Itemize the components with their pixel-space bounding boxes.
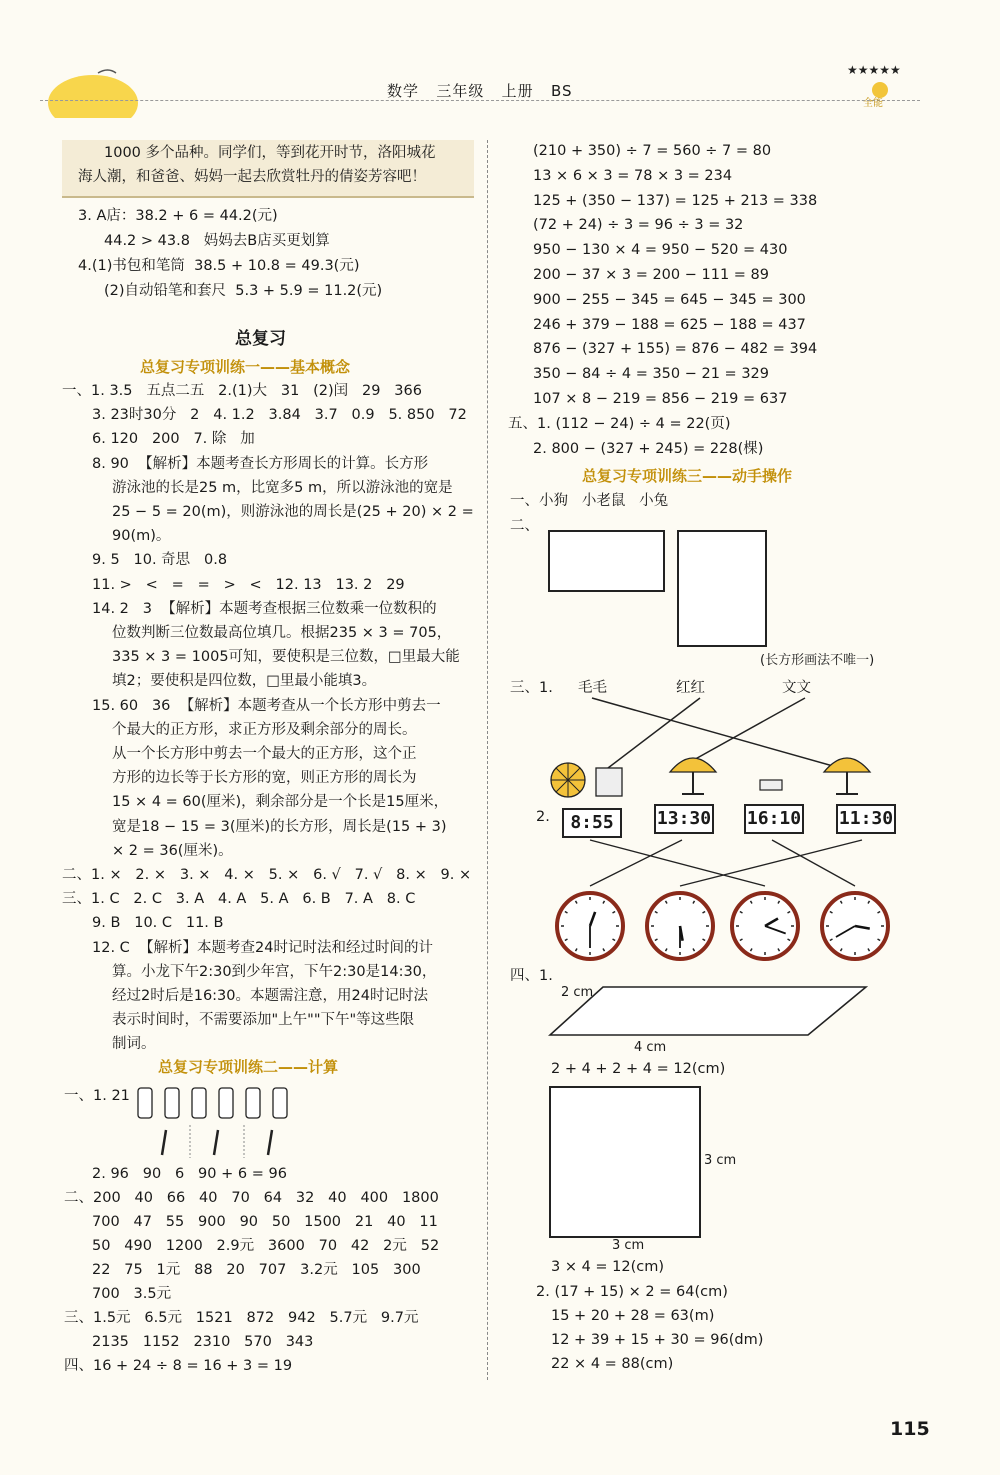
parallelogram-side-label: 2 cm [561, 985, 594, 1000]
right-line: 350 − 84 ÷ 4 = 350 − 21 = 329 [533, 366, 769, 383]
header-grade: 三年级 [436, 82, 485, 100]
analog-clock [647, 893, 713, 959]
s1-line: 从一个长方形中剪去一个最大的正方形，这个正 [112, 746, 417, 762]
s1-line: 二、1. × 2. × 3. × 4. × 5. × 6. √ 7. √ 8. × 9. × [62, 867, 472, 883]
right-line: 900 − 255 − 345 = 645 − 345 = 300 [533, 291, 806, 308]
s1-line: 11. > < = = > < 12. 13 13. 2 29 [92, 576, 405, 593]
parallelogram-drawing [548, 985, 868, 1045]
matching-lines-clocks [540, 836, 900, 966]
left-line: 3. A店：38.2 + 6 = 44.2(元) [78, 208, 278, 224]
review-title: 总复习 [235, 329, 286, 349]
s1-line: 6. 120 200 7. 除 加 [92, 431, 255, 448]
s3-q3-2: 2. [536, 809, 550, 825]
s3-q1: 一、小狗 小老鼠 小兔 [510, 493, 669, 509]
section-title: 总复习专项训练二——计算 [158, 1058, 339, 1076]
name-honghong: 红红 [676, 680, 705, 696]
left-line: 4.(1)书包和笔筒 38.5 + 10.8 = 49.3(元) [78, 258, 360, 274]
s2-line: 50 490 1200 2.9元 3600 70 42 2元 52 [92, 1238, 440, 1254]
right-line: 246 + 379 − 188 = 625 − 188 = 437 [533, 316, 806, 333]
matching-lines-views [540, 690, 900, 800]
square-equation: 3 × 4 = 12(cm) [551, 1259, 665, 1275]
left-line: (2)自动铅笔和套尺 5.3 + 5.9 = 11.2(元) [104, 283, 383, 299]
counting-sticks-diagram [128, 1080, 298, 1160]
s1-line: 游泳池的长是25 m，比宽多5 m，所以游泳池的宽是 [112, 479, 453, 496]
s3-q3: 三、1. [510, 680, 553, 696]
s2-line: 700 47 55 900 90 50 1500 21 40 11 [92, 1214, 438, 1230]
left-line: 海人潮，和爸爸、妈妈一起去欣赏牡丹的倩姿芳容吧！ [78, 169, 426, 185]
rectangle-drawing [548, 530, 665, 592]
s1-line: 算。小龙下午2:30到少年宫，下午2:30是14:30， [112, 963, 437, 980]
s1-line: 15. 60 36 【解析】本题考查从一个长方形中剪去一 [92, 697, 441, 714]
column-divider [487, 140, 488, 1380]
page-number: 115 [890, 1418, 930, 1440]
header-subject: 数学 [387, 82, 420, 100]
header-rule [40, 100, 920, 101]
right-line: 876 − (327 + 155) = 876 − 482 = 394 [533, 341, 818, 358]
square-drawing [549, 1086, 701, 1238]
s1-line: 经过2时后是16:30。本题需注意，用24时记时法 [112, 988, 428, 1004]
page-header [387, 80, 573, 101]
analog-clock [732, 893, 798, 959]
square-side-label: 3 cm [704, 1153, 737, 1168]
right-line: 2. 800 − (327 + 245) = 228(棵) [533, 440, 764, 457]
s1-line: 12. C 【解析】本题考查24时记时法和经过时间的计 [92, 939, 433, 956]
name-wenwen: 文文 [782, 680, 811, 696]
s3-q2: 二、 [510, 518, 539, 534]
right-line: 125 + (350 − 137) = 125 + 213 = 338 [533, 192, 818, 209]
stars-logo-icon [845, 60, 915, 110]
digital-clock: 8:55 [562, 808, 622, 838]
s2-line: 2135 1152 2310 570 343 [92, 1334, 314, 1350]
s2-line: 四、16 + 24 ÷ 8 = 16 + 3 = 19 [64, 1358, 293, 1374]
right-line: (210 + 350) ÷ 7 = 560 ÷ 7 = 80 [533, 143, 772, 159]
s1-line: 宽是18 − 15 = 3(厘米)的长方形，周长是(15 + 3) [112, 818, 447, 835]
s1-line: 9. B 10. C 11. B [92, 915, 224, 932]
analog-clock [822, 893, 888, 959]
s3-q4-2: 15 + 20 + 28 = 63(m) [551, 1308, 715, 1324]
s1-line: 方形的边长等于长方形的宽，则正方形的周长为 [112, 770, 417, 787]
header-term: 上册 [501, 82, 534, 100]
s1-line: 填2；要使积是四位数，□里最小能填3。 [112, 673, 377, 690]
s1-line: 三、1. C 2. C 3. A 4. A 5. A 6. B 7. A 8. C [62, 891, 416, 908]
name-maomao: 毛毛 [578, 680, 607, 696]
parallelogram-equation: 2 + 4 + 2 + 4 = 12(cm) [551, 1061, 726, 1077]
s2-line: 2. 96 90 6 90 + 6 = 96 [92, 1166, 287, 1182]
s2-line: 700 3.5元 [92, 1286, 172, 1302]
s1-line: 一、1. 3.5 五点二五 2.(1)大 31 (2)闰 29 366 [62, 383, 422, 399]
s3-note: (长方形画法不唯一) [760, 653, 875, 668]
right-line: 107 × 8 − 219 = 856 − 219 = 637 [533, 391, 788, 407]
s1-line: 90(m)。 [112, 528, 171, 545]
digital-clock: 13:30 [654, 804, 714, 834]
analog-clock [557, 893, 623, 959]
s2-line: 22 75 1元 88 20 707 3.2元 105 300 [92, 1262, 421, 1278]
s1-line: 14. 2 3 【解析】本题考查根据三位数乘一位数积的 [92, 600, 437, 617]
s1-line: 个最大的正方形，求正方形及剩余部分的周长。 [112, 721, 417, 738]
parallelogram-base-label: 4 cm [634, 1040, 667, 1055]
s3-q4: 四、1. [510, 968, 553, 984]
s1-line: 9. 5 10. 奇思 0.8 [92, 552, 228, 569]
section-title: 总复习专项训练一——基本概念 [140, 358, 351, 376]
s3-q4-2: 12 + 39 + 15 + 30 = 96(dm) [551, 1332, 764, 1348]
s1-line: 3. 23时30分 2 4. 1.2 3.84 3.7 0.9 5. 850 72 [92, 407, 467, 424]
right-line: (72 + 24) ÷ 3 = 96 ÷ 3 = 32 [533, 217, 744, 234]
s2-line: 一、1. 21 [64, 1088, 130, 1104]
s2-line: 二、200 40 66 40 70 64 32 40 400 1800 [64, 1190, 439, 1206]
svg-text:★★★★★: ★★★★★ [847, 63, 901, 77]
left-line: 1000 多个品种。同学们，等到花开时节，洛阳城花 [104, 145, 436, 161]
s1-line: 制词。 [112, 1036, 156, 1053]
left-line: 44.2 > 43.8 妈妈去B店买更划算 [104, 233, 330, 249]
header-edition: BS [550, 82, 573, 100]
svg-text:全能: 全能 [863, 98, 883, 109]
s2-line: 三、1.5元 6.5元 1521 872 942 5.7元 9.7元 [64, 1310, 419, 1326]
right-line: 13 × 6 × 3 = 78 × 3 = 234 [533, 167, 733, 184]
s1-line: 15 × 4 = 60(厘米)，剩余部分是一个长是15厘米， [112, 794, 449, 811]
right-line: 200 − 37 × 3 = 200 − 111 = 89 [533, 267, 769, 283]
s3-q4-2: 2. (17 + 15) × 2 = 64(cm) [536, 1284, 728, 1300]
rectangle-drawing [677, 530, 767, 647]
sun-decoration [38, 58, 148, 118]
s1-line: 位数判断三位数最高位填几。根据235 × 3 = 705， [112, 625, 452, 641]
digital-clock: 11:30 [836, 804, 896, 834]
s1-line: 335 × 3 = 1005可知，要使积是三位数，□里最大能 [112, 649, 460, 666]
square-base-label: 3 cm [612, 1238, 645, 1253]
s1-line: 8. 90 【解析】本题考查长方形周长的计算。长方形 [92, 455, 429, 472]
s1-line: 表示时间时，不需要添加"上午""下午"等这些限 [112, 1012, 415, 1029]
right-line: 五、1. (112 − 24) ÷ 4 = 22(页) [508, 415, 731, 432]
right-line: 950 − 130 × 4 = 950 − 520 = 430 [533, 242, 788, 259]
digital-clock: 16:10 [744, 804, 804, 834]
s1-line: × 2 = 36(厘米)。 [112, 842, 233, 859]
s1-line: 25 − 5 = 20(m)，则游泳池的周长是(25 + 20) × 2 = [112, 504, 474, 520]
s3-q4-2: 22 × 4 = 88(cm) [551, 1356, 674, 1372]
section-title: 总复习专项训练三——动手操作 [582, 467, 793, 485]
